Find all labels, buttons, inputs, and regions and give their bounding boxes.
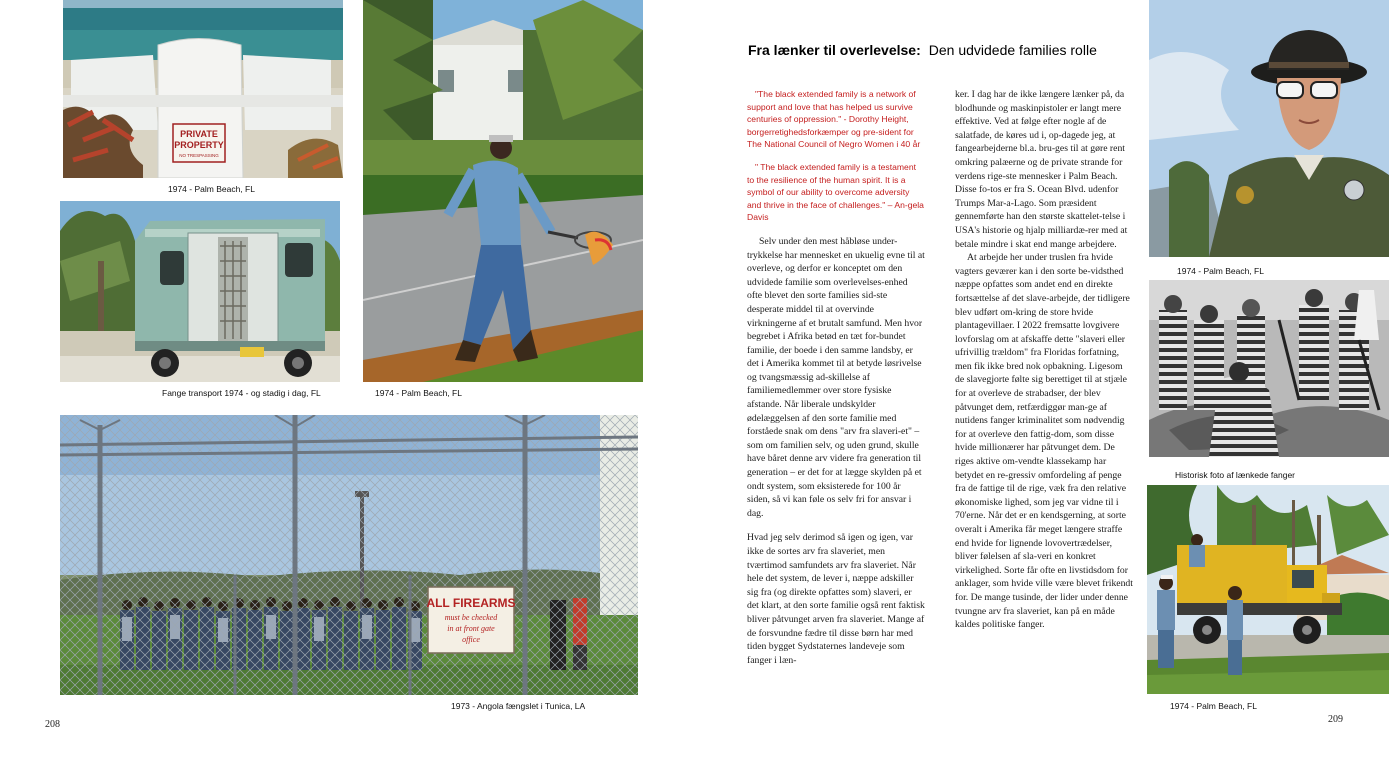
photo-prison-fence xyxy=(60,415,638,695)
caption-photo-officer: 1974 - Palm Beach, FL xyxy=(1177,266,1264,276)
text-column-1 xyxy=(747,88,925,667)
page-number-left: 208 xyxy=(45,719,60,730)
caption-photo-beach-gate: 1974 - Palm Beach, FL xyxy=(168,184,255,194)
sign-no-trespassing: NO TRESPASSING xyxy=(179,153,219,158)
photo-man-walking xyxy=(363,0,643,382)
caption-photo-chain-gang: Historisk foto af lænkede fanger xyxy=(1175,470,1296,480)
photo-chain-gang xyxy=(1149,280,1389,457)
headline-subtitle: Den udvidede families rolle xyxy=(928,42,1097,58)
body-paragraph: ker. I dag har de ikke længere lænker på, da blodhunde og maskinpistoler er langt mere effektive. Ved at følge efter nogle af de salatfade, de køres ud i, op-dagede jeg, at fangearbejderne bl.a. bru-ges til at gøre rent omkring palæerne og de private strande for verdens rige-ste mennesker i Palm Beach. Disse fo-tos er fra S. Ocean Blvd. udenfor Trumps Mar-a-Lago. Som præsident gennemførte han den største skattelet-telse i USA's historie og hjalp milliardæ-rer med at betale mindre i skat end mange arbejdere. xyxy=(955,89,1128,250)
sign-all-firearms: ALL FIREARMS xyxy=(426,596,516,610)
sign-front-gate: in at front gate xyxy=(447,624,495,633)
headline-bold: Fra lænker til overlevelse: xyxy=(748,42,921,58)
body-paragraph: At arbejde her under truslen fra hvide vagters geværer kan i den sorte be-vidsthed næppe opfattes som andet end en direkte fortsættelse af det slave-arbejde, der tidligere blev udført om-kring de store hvide plantagevillaer. I 2022 fremsatte lovgivere lovforslag om at afskaffe dette "slaveri eller ufrivillig trældom" fra Floridas forfatning, men fik ikke bred nok opbakning. Ligesom de slavegjorte følte sig berettiget til at stjæle for at overleve de strabadser, der blev påtvunget dem, retfærdiggør man-ge af nutidens fanger kriminalitet som nødvendig for at overleve den fattig-dom, som disse hvide millionærer har påtvunget dem. De riges aktive om-vendte klassekamp har betydet en re-gressiv omfordeling af penge fra de fattige til de rige, væk fra den relative økonomiske lighed, som jeg var vidne til i 70'erne. Når det er en kendsgerning, at sorte overalt i Amerika får meget længere straffe end hvide for lignende lovovertrædelser, bliver følelsen af sla-veri en konkret virkelighed. Sorte får ofte en livstidsdom for anklager, som hvide ville være blevet frikendt for. De mange tusinde, der lider under denne tvungne arv fra slaveriet, kan på en måde kaldes politiske fanger. xyxy=(955,252,1133,631)
body-paragraph: Hvad jeg selv derimod så igen og igen, var ikke de sortes arv fra slaveriet, men tværtimod samfundets arv fra slaveriet. Når hele det system, de lever i, næppe adskiller sig fra (og direkte opfattes som) slaveri, er det klart, at den sorte familie også rent faktisk bliver påtvunget arven fra slaveriet. Mange af de forsvundne fædre til disse børn har med tiden bygget Sydstaternes landeveje som fanger i læn- xyxy=(747,532,925,666)
sign-private: PRIVATE xyxy=(180,129,218,139)
photo-officer-portrait xyxy=(1149,0,1389,257)
body-paragraph: Selv under den mest håbløse under-trykkelse har mennesket en ukuelig evne til at overleve, og derfor er konceptet om den udvidede familie som overlevelses-enhed ofte blevet den sorte families sid-ste desperate middel til at overvinde virkningerne af et brutalt samfund. Men hvor begrebet i Afrika betød en tæt for-bundet familie, der boede i den samme landsby, er det i Amerika kommet til at betyde løsrivelse og tvangsmæssig ad-skillelse af familiemedlemmer over store fysiske afstande. Når liberale undskylder ødelæggelsen af den sorte familie med forståede snak om dens "arv fra slaveri-et" – som om familien selv, og uden grund, skulle have båret denne arv videre fra generation til generation – er det for at lægge skylden på et ondt system, som eksisterede for 100 år siden, så vi kan føle os selv fri for ansvar i dag. xyxy=(747,235,925,519)
quote-dorothy-height: "The black extended family is a network of support and love that has helped us survive centuries of oppression." - Dorothy Height, borgerretighedsforkæmper og pre-sident for The National Council of Negro Women i 40 år xyxy=(747,89,921,150)
caption-photo-prison-fence: 1973 - Angola fængslet i Tunica, LA xyxy=(451,701,586,711)
photo-beach-gate xyxy=(63,0,343,178)
text-column-2 xyxy=(955,88,1133,632)
caption-photo-transport-van: Fange transport 1974 - og stadig i dag, FL xyxy=(162,388,321,398)
caption-photo-man-walking: 1974 - Palm Beach, FL xyxy=(375,388,462,398)
caption-photo-yellow-truck: 1974 - Palm Beach, FL xyxy=(1170,701,1257,711)
page-number-right: 209 xyxy=(1328,714,1343,725)
sign-property: PROPERTY xyxy=(174,140,224,150)
sign-checked: must be checked xyxy=(444,613,498,622)
photo-transport-van xyxy=(60,201,340,382)
quote-angela-davis: " The black extended family is a testament to the resilience of the human spirit. It is a symbol of our ability to overcome adversity and thrive in the face of challenges." – An-gela Davis xyxy=(747,161,924,223)
sign-office: office xyxy=(462,635,480,644)
page-headline xyxy=(748,42,1097,58)
photo-yellow-truck xyxy=(1147,485,1389,694)
